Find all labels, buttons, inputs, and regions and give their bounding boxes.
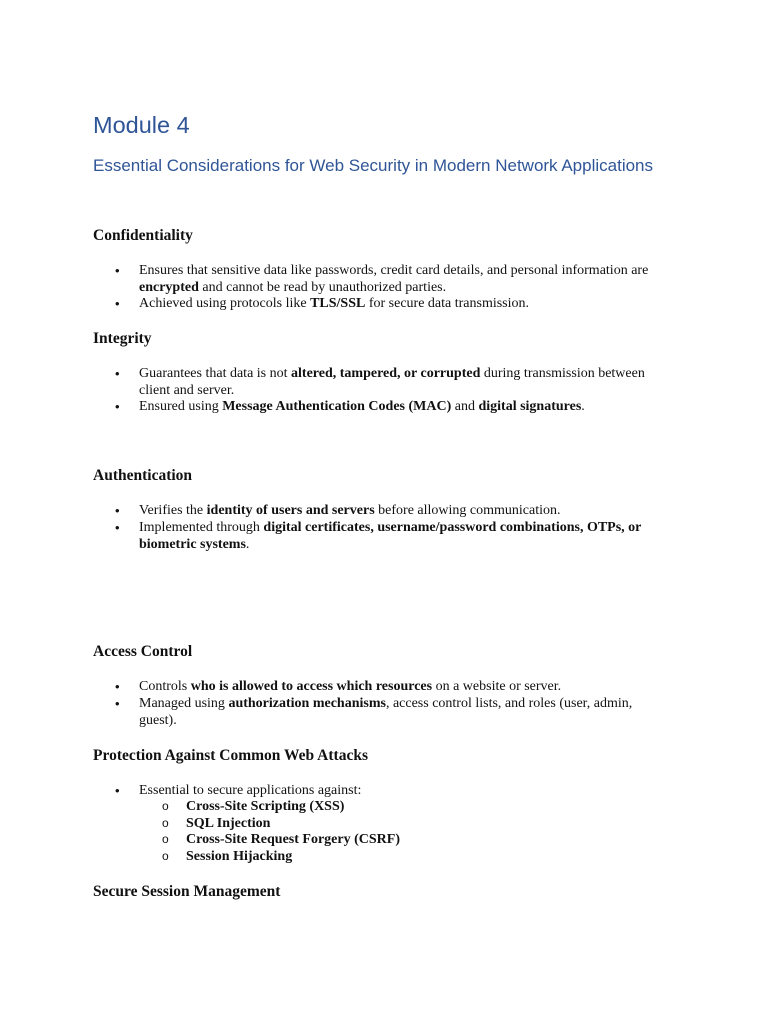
heading-access-control: Access Control (93, 643, 193, 660)
bullet-integrity-1: • Guarantees that data is not altered, tampered, or corrupted during transmission between client and server. (139, 366, 659, 399)
heading-protection-web-attacks: Protection Against Common Web Attacks (93, 747, 368, 764)
bullet-confidentiality-1: • Ensures that sensitive data like passwords, credit card details, and personal information are encrypted and cannot be read by unauthorized parties. (139, 263, 659, 296)
bullet-integrity-2: • Ensured using Message Authentication Codes (MAC) and digital signatures. (139, 399, 659, 416)
bullet-authentication-1: • Verifies the identity of users and servers before allowing communication. (139, 503, 659, 520)
document-subtitle: Essential Considerations for Web Security in Modern Network Applications (93, 156, 654, 175)
heading-secure-session-management: Secure Session Management (93, 883, 281, 900)
subitem-xss: o Cross-Site Scripting (XSS) (186, 799, 666, 816)
heading-integrity: Integrity (93, 330, 152, 347)
subitem-sql-injection: o SQL Injection (186, 816, 666, 833)
bullet-protection-1: • Essential to secure applications against: (139, 783, 659, 800)
bullet-access-control-1: • Controls who is allowed to access which resources on a website or server. (139, 679, 659, 696)
bullet-access-control-2: • Managed using authorization mechanisms, access control lists, and roles (user, admin, guest). (139, 696, 659, 729)
subitem-session-hijacking: o Session Hijacking (186, 849, 666, 866)
bullet-confidentiality-2: • Achieved using protocols like TLS/SSL for secure data transmission. (139, 296, 659, 313)
bullet-authentication-2: • Implemented through digital certificates, username/password combinations, OTPs, or biometric systems. (139, 520, 659, 553)
subitem-csrf: o Cross-Site Request Forgery (CSRF) (186, 832, 666, 849)
heading-authentication: Authentication (93, 467, 193, 484)
module-title: Module 4 (93, 112, 190, 138)
heading-confidentiality: Confidentiality (93, 227, 193, 244)
